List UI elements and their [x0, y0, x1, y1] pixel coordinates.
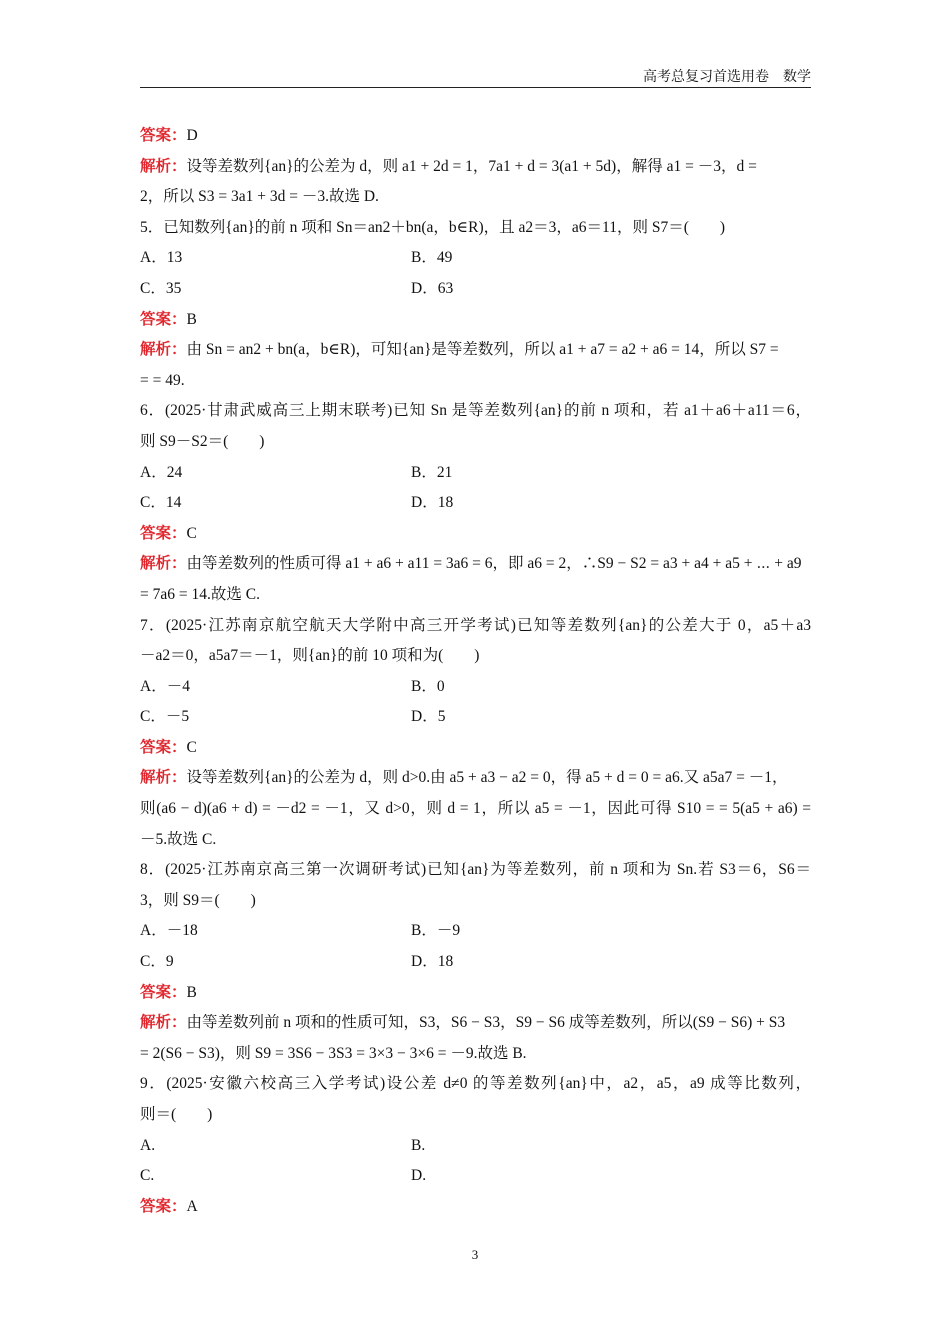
option-row	[140, 243, 811, 274]
answer-line	[140, 978, 811, 1009]
answer-line	[140, 305, 811, 336]
option: D.	[411, 1167, 427, 1185]
analysis-label: 解析：	[140, 769, 187, 787]
analysis-label: 解析：	[140, 157, 187, 175]
answer-label: 答案：	[140, 983, 187, 1001]
line-text: 设等差数列{an}的公差为 d，则 d>0.由 a5 + a3 − a2 = 0，得 a5 + d = 0 = a6.又 a5a7 = －1，	[186, 769, 788, 787]
option-row	[140, 488, 811, 519]
line-text: 设等差数列{an}的公差为 d，则 a1 + 2d = 1，7a1 + d = 3(a1 + 5d)，解得 a1 = －3，d =	[186, 157, 757, 175]
answer-line	[140, 733, 811, 764]
option: B.	[411, 1136, 426, 1154]
line-text: C	[186, 738, 197, 756]
line-text: = = 49.	[140, 371, 185, 389]
line-text: 则＝( )	[140, 1106, 213, 1123]
line-text: 2，所以 S3 = 3a1 + 3d = －3.故选 D.	[140, 188, 379, 206]
option-row	[140, 1131, 811, 1162]
option-row	[140, 947, 811, 978]
option: C．－5	[140, 708, 190, 726]
text-line	[140, 427, 811, 458]
line-text: 则(a6 − d)(a6 + d) = －d2 = －1，又 d>0，则 d = 1，所以 a5 = －1，因此可得 S10 = = 5(a5 + a6) =	[140, 800, 811, 818]
text-line	[140, 580, 811, 611]
option-row	[140, 702, 811, 733]
answer-label: 答案：	[140, 1197, 187, 1215]
line-text: 则 S9－S2＝( )	[140, 432, 265, 450]
text-line	[140, 1039, 811, 1070]
answer-label: 答案：	[140, 127, 187, 144]
answer-label: 答案：	[140, 524, 187, 542]
line-text: 由 Sn = an2 + bn(a，b∈R)，可知{an}是等差数列，所以 a1 + a7 = a2 + a6 = 14，所以 S7 =	[186, 341, 779, 359]
option: B．0	[411, 677, 445, 695]
running-header: 高考总复习首选用卷 数学	[643, 70, 811, 85]
text-line	[140, 1100, 811, 1131]
analysis-label: 解析：	[140, 1014, 187, 1032]
option: D．5	[411, 708, 446, 726]
option-row	[140, 274, 811, 305]
option: A.	[140, 1136, 156, 1154]
line-text: = 7a6 = 14.故选 C.	[140, 585, 260, 603]
answer-line	[140, 121, 811, 152]
line-text: 7．(2025·江苏南京航空航天大学附中高三开学考试)已知等差数列{an}的公差大于 0，a5＋a3	[140, 616, 811, 634]
text-line	[140, 855, 811, 886]
option: D．63	[411, 279, 454, 297]
document-body	[140, 121, 811, 1222]
text-line	[140, 213, 811, 244]
line-text: 3，则 S9＝( )	[140, 891, 256, 909]
option: A．13	[140, 249, 183, 267]
text-line	[140, 366, 811, 397]
analysis-label: 解析：	[140, 341, 187, 359]
line-text: －5.故选 C.	[140, 830, 217, 848]
option: D．18	[411, 494, 454, 512]
option: C．14	[140, 494, 182, 512]
option-row	[140, 916, 811, 947]
line-text: 由等差数列的性质可得 a1 + a6 + a11 = 3a6 = 6，即 a6 = 2，∴S9 − S2 = a3 + a4 + a5 + ⋯ + a9	[186, 555, 802, 573]
option-row	[140, 672, 811, 703]
option-row	[140, 1161, 811, 1192]
line-text: 6．(2025·甘肃武威高三上期末联考)已知 Sn 是等差数列{an}的前 n 项和，若 a1＋a6＋a11＝6，	[140, 402, 811, 420]
line-text: 9．(2025·安徽六校高三入学考试)设公差 d≠0 的等差数列{an}中，a2，a5，a9 成等比数列，	[140, 1075, 811, 1093]
option: B．21	[411, 463, 453, 481]
option: B．－9	[411, 922, 461, 940]
line-text: －a2＝0，a5a7＝－1，则{an}的前 10 项和为( )	[140, 647, 480, 665]
option: A．24	[140, 463, 183, 481]
option: C.	[140, 1167, 155, 1185]
option: A．－18	[140, 922, 198, 940]
line-text: 由等差数列前 n 项和的性质可知，S3，S6 − S3，S9 − S6 成等差数列，所以(S9 − S6) + S3	[186, 1014, 786, 1032]
text-line	[140, 396, 811, 427]
text-line	[140, 611, 811, 642]
option: C．35	[140, 279, 182, 297]
line-text: A	[186, 1197, 198, 1215]
page-number: 3	[471, 1247, 479, 1262]
header-rule	[140, 87, 811, 88]
analysis-line	[140, 335, 811, 366]
text-line	[140, 1069, 811, 1100]
line-text: 5．已知数列{an}的前 n 项和 Sn＝an2＋bn(a，b∈R)，且 a2＝3，a6＝11，则 S7＝( )	[140, 218, 726, 236]
answer-line	[140, 1192, 811, 1223]
answer-label: 答案：	[140, 310, 187, 328]
line-text: C	[186, 524, 197, 542]
option: C．9	[140, 953, 174, 971]
option: A．－4	[140, 677, 190, 695]
analysis-line	[140, 763, 811, 794]
text-line	[140, 825, 811, 856]
text-line	[140, 886, 811, 917]
analysis-label: 解析：	[140, 555, 187, 573]
text-line	[140, 182, 811, 213]
answer-line	[140, 519, 811, 550]
text-line	[140, 794, 811, 825]
option: B．49	[411, 249, 453, 267]
analysis-line	[140, 549, 811, 580]
text-line	[140, 641, 811, 672]
line-text: B	[186, 983, 197, 1001]
analysis-line	[140, 152, 811, 183]
line-text: D	[186, 127, 198, 144]
answer-label: 答案：	[140, 738, 187, 756]
line-text: B	[186, 310, 197, 328]
line-text: = 2(S6 − S3)，则 S9 = 3S6 − 3S3 = 3×3 − 3×6 = －9.故选 B.	[140, 1044, 527, 1062]
option: D．18	[411, 953, 454, 971]
option-row	[140, 458, 811, 489]
line-text: 8．(2025·江苏南京高三第一次调研考试)已知{an}为等差数列，前 n 项和为 Sn.若 S3＝6，S6＝	[140, 861, 811, 879]
analysis-line	[140, 1008, 811, 1039]
